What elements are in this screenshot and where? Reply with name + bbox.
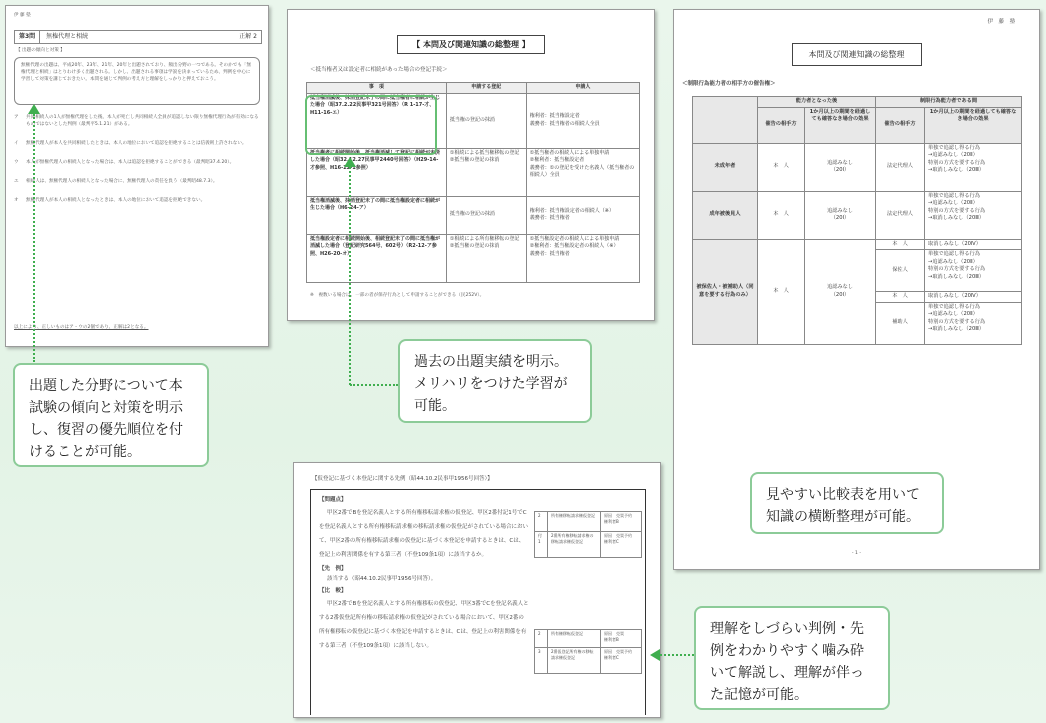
table-header: 能力者となった後 (758, 97, 876, 108)
table-row (307, 148, 640, 196)
table-cell: 追認みなし （20Ⅰ） (805, 143, 876, 191)
page4-title: 【仮登記に基づく本登記に関する先例（昭44.10.2民事甲1956号回答）】 (312, 476, 493, 482)
answer-item (14, 197, 260, 204)
page2-title: 【 本問及び関連知識の総整理 】 (397, 35, 545, 54)
register-cell: 原因 売買予約 権利者C (601, 648, 642, 674)
table-cell: 追認みなし （20Ⅰ） (805, 239, 876, 344)
item-mark: エ (14, 179, 19, 184)
page3-title: 本問及び関連知識の総整理 (792, 43, 922, 66)
row-label: 成年被後見人 (693, 191, 758, 239)
table-header: 申請人 (526, 83, 639, 94)
table-row (307, 234, 640, 282)
table-cell: 保佐人 (876, 250, 925, 292)
table-header-blank (693, 97, 758, 144)
answer-item (14, 114, 260, 128)
row-label: 被保佐人・被補助人（同意を要する行為のみ） (693, 239, 758, 344)
question-heading: 【問題点】 (319, 497, 347, 503)
register-cell: 2番所有権移転請求権の移転請求権仮登記 (548, 532, 601, 558)
table-header: 催告の相手方 (876, 107, 925, 143)
item-mark: イ (14, 141, 19, 146)
page3-author: 伊 藤 塾 (987, 19, 1015, 25)
table-cell: 本 人 (876, 292, 925, 303)
connector-line (660, 654, 694, 656)
comparison-text: 甲区2番でBを登記名義人とする所有権移転の仮登記、甲区3番でCを登記名義人とする2番仮登記所有権の移転請求権の仮登記がされている場合において、甲区2番の所有権移転の仮登記に基づく本登記を申請するときは、Cは、登記上の利害関係を有する第三者（不登109条1項）に該当しない。 (319, 601, 529, 649)
register-box-1 (534, 511, 642, 558)
callout-comparison-table: 見やすい比較表を用いて知識の横断整理が可能。 (750, 472, 944, 534)
page3-subtitle: ＜制限行為能力者の相手方の催告権＞ (682, 81, 776, 87)
table-cell: 法定代理人 (876, 143, 925, 191)
page2-title-wrap (288, 32, 654, 54)
item-mark: オ (14, 198, 19, 203)
answer-item (14, 178, 260, 185)
table-cell: 本 人 (758, 143, 805, 191)
register-cell: 付1 (535, 532, 548, 558)
table-cell: ①相続による抵当権移転の登記 ②抵当権の登記の抹消 (446, 148, 526, 196)
register-cell: 所有権移転請求権仮登記 (548, 512, 601, 532)
register-cell: 原因 売買予約 権利者C (601, 532, 642, 558)
connector-line (349, 167, 351, 385)
register-cell: 2 (535, 630, 548, 648)
table-row (693, 239, 1022, 250)
table-row (693, 143, 1022, 191)
table-cell: 抵当権の登記の抹消 (446, 196, 526, 234)
chapter-number: 第3問 (15, 31, 40, 43)
table-header: 事 項 (307, 83, 447, 94)
callout-precedent-explanation: 理解をしづらい判例・先例をわかりやすく噛み砕いて解説し、理解が伴った記憶が可能。 (694, 606, 890, 710)
answer-item (14, 159, 260, 166)
callout-past-exams: 過去の出題実績を明示。メリハリをつけた学習が可能。 (398, 339, 592, 423)
answer-item (14, 140, 260, 147)
page1-author: 伊 藤 塾 (14, 13, 31, 18)
table-cell: 本 人 (758, 239, 805, 344)
item-text: 相続人は、無権代理人の相続人となった場合に、無権代理人の責任を負う（最判昭48.7.3）。 (26, 179, 218, 184)
item-text: 本人が無権代理人の相続人となった場合は、本人は追認を拒絶することができる（最判昭37.4.20）。 (26, 160, 235, 165)
summary-box (14, 57, 260, 105)
table-cell: 単独で追認し得る行為 →追認みなし（20Ⅱ） 特別の方式を要する行為 →取消しみなし（20Ⅲ） (925, 250, 1022, 292)
item-mark: ア (14, 115, 19, 120)
notice-table (692, 96, 1022, 345)
table-cell: 取消しみなし（20Ⅳ） (925, 292, 1022, 303)
page-2-summary-table (287, 9, 655, 321)
table-row (307, 196, 640, 234)
answer-items (14, 114, 260, 216)
comparison-heading: 【比 較】 (319, 588, 347, 594)
register-cell: 原因 売買 権利者B (601, 630, 642, 648)
register-row (535, 532, 642, 558)
table-cell: 抵当権消滅後、抹消登記未了の間に抵当権者に相続が生じた場合（昭37.2.22民事甲321号回答）（R 1-17-才、H11-16-エ） (307, 93, 447, 148)
page2-note: ※ 複数いる場合は、一部の者が保存行為として申請することができる（民252Ⅴ）。 (310, 293, 485, 298)
register-cell: 2番仮登記所有権の移転請求権仮登記 (548, 648, 601, 674)
table-cell: 単独で追認し得る行為 →追認みなし（20Ⅱ） 特別の方式を要する行為 →取消しみなし（20Ⅲ） (925, 191, 1022, 239)
table-header: 催告の相手方 (758, 107, 805, 143)
chapter-answer: 正解 2 (239, 33, 257, 40)
table-cell: 追認みなし （20Ⅰ） (805, 191, 876, 239)
precedent-text: 該当する（昭44.10.2民事甲1956号回答）。 (327, 576, 437, 582)
table-cell: 単独で追認し得る行為 →追認みなし（20Ⅱ） 特別の方式を要する行為 →取消しみなし（20Ⅲ） (925, 302, 1022, 344)
summary-text: 無権代理の出題は、平成20年、23年、21年、20年と出題されており、頻出分野の一つである。そのかでも「無権代理と相続」はとりわけ多く出題される。しかし、出題される事項は学説を決まっているため、判例を中心に学習して対策を講じておきたい。本問を通じて判例の考え方と理解をしっかりと押えておこう。 (21, 63, 252, 82)
table-header-row (693, 97, 1022, 108)
item-mark: ウ (14, 160, 19, 165)
table-header: 1か月以上の期間を経過しても確答なき場合の効果 (925, 107, 1022, 143)
register-row (535, 512, 642, 532)
table-header: 申請する登記 (446, 83, 526, 94)
connector-line (33, 114, 35, 362)
table-cell: 権利者：抵当権設定者 義務者：抵当権者の相続人全員 (526, 93, 639, 148)
table-cell: 抵当権消滅後、抹消登記未了の間に抵当権設定者に相続が生じた場合（H6-24-ア） (307, 196, 447, 234)
table-cell: 単独で追認し得る行為 →追認みなし（20Ⅱ） 特別の方式を要する行為 →取消しみなし（20Ⅲ） (925, 143, 1022, 191)
table-header: 制限行為能力者である間 (876, 97, 1022, 108)
connector-line (350, 384, 398, 386)
item-text: 無権代理人が本人を共同相続したときは、本人の地位において追認を拒絶することは信義則上許されない。 (26, 141, 247, 146)
chapter-header (14, 30, 262, 44)
table-header-row (307, 83, 640, 94)
table-cell: 法定代理人 (876, 191, 925, 239)
item-text: 共同相続人の1人が無権代理をした後、本人が死亡し共同相続人全員が追認しない限り無権代理行為が有効になるものではないとした判例（最判平5.1.21）がある。 (26, 115, 259, 127)
arrow-up-icon (344, 157, 356, 167)
page-1-problem-explanation (5, 5, 269, 347)
table-cell: ①抵当権者の相続人による単独申請 ②権利者：抵当権設定者 義務者：①の登記を受けた名義人（抵当権者の相続人）全員 (526, 148, 639, 196)
table-cell: 抵当権設定者に相続開始後、相続登記未了の間に抵当権が消滅した場合（登記研究564号、602号）（R2-12-ア参照、H26-20-オ） (307, 234, 447, 282)
register-cell: 原因 売買予約 権利者B (601, 512, 642, 532)
table-cell: ①抵当権設定者の相続人による単独申請 ②権利者：抵当権設定者の相続人（※） 義務者：抵当権者 (526, 234, 639, 282)
page3-title-wrap (674, 42, 1039, 66)
table-cell: 抵当権者に相続開始後、抵当権消滅して登記に相続が未済した場合（昭32.12.27民事甲2440号回答）（H29-14-才参照、H16-22-1参照） (307, 148, 447, 196)
row-label: 未成年者 (693, 143, 758, 191)
register-box-2 (534, 629, 642, 674)
summary-heading: 【 出題の傾向と対策 】 (16, 48, 65, 53)
register-cell: 2 (535, 512, 548, 532)
chapter-title: 無権代理と相続 (46, 33, 89, 40)
arrow-left-icon (650, 649, 660, 661)
table-cell: 本 人 (876, 239, 925, 250)
question-text: 甲区2番でBを登記名義人とする所有権移転請求権の仮登記、甲区2番付記1号でCを登記名義人とする所有権移転請求権の移転請求権の仮登記がされている場合において、甲区2番の所有権移転請求権の仮登記に基づく本登記を申請するときは、Cは、登記上の利害関係を有する第三者（不登109条1項）に該当するか。 (319, 510, 529, 558)
table-cell: 権利者：抵当権設定者の相続人（※） 義務者：抵当権者 (526, 196, 639, 234)
table-header: 1か月以上の期間を経過しても確答なき場合の効果 (805, 107, 876, 143)
table-cell: 取消しみなし（20Ⅳ） (925, 239, 1022, 250)
page-4-precedent (293, 462, 661, 718)
highlight-exam-record (305, 95, 437, 155)
register-cell: 3 (535, 648, 548, 674)
table-cell: ①相続による所有権移転の登記 ②抵当権の登記の抹消 (446, 234, 526, 282)
table-row (693, 191, 1022, 239)
register-cell: 所有権移転仮登記 (548, 630, 601, 648)
arrow-up-icon (28, 104, 40, 114)
table-cell: 補助人 (876, 302, 925, 344)
item-text: 無権代理人が本人の相続人となったときは、本人の地位において追認を拒絶できない。 (26, 198, 206, 203)
page1-footer: 以上により、正しいものはア・ウの2個であり、正解は2となる。 (14, 325, 149, 330)
precedent-heading: 【先 例】 (319, 566, 347, 572)
table-cell: 抵当権の登記の抹消 (446, 93, 526, 148)
table-cell: 本 人 (758, 191, 805, 239)
register-row (535, 648, 642, 674)
page2-subtitle: ＜抵当権者又は設定者に相続があった場合の登記手続＞ (310, 67, 448, 73)
register-row (535, 630, 642, 648)
page3-page-number: - 1 - (851, 551, 862, 556)
callout-exam-trend: 出題した分野について本試験の傾向と対策を明示し、復習の優先順位を付けることが可能。 (13, 363, 209, 467)
